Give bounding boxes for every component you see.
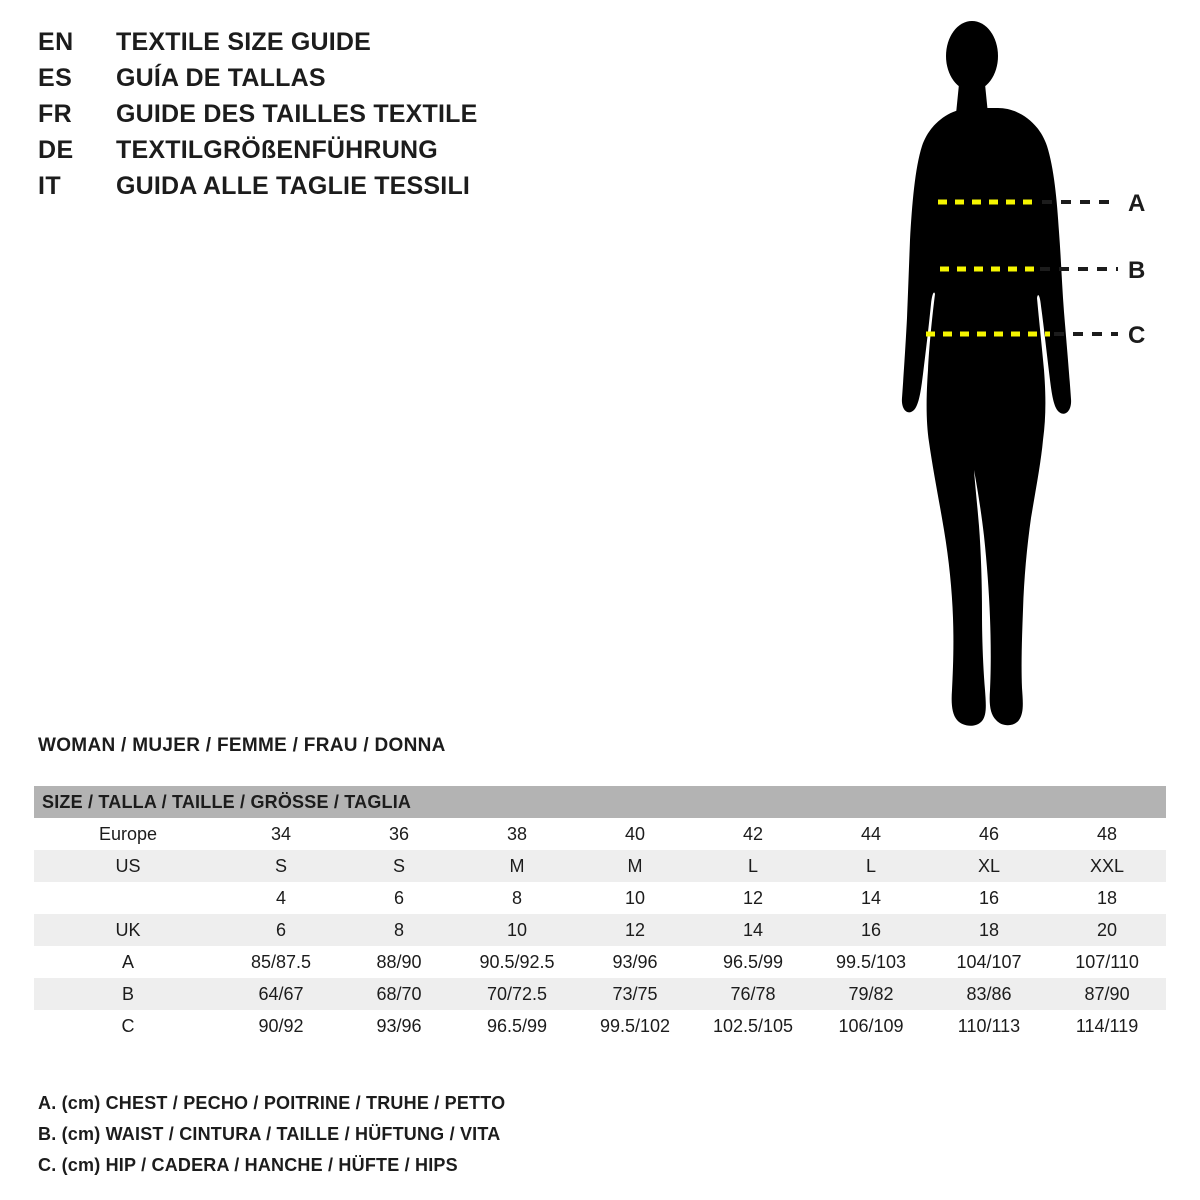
marker-label-a: A xyxy=(1128,190,1146,217)
table-cell: 4 xyxy=(275,887,286,908)
table-cell: 6 xyxy=(275,919,286,940)
table-row xyxy=(34,850,1166,882)
table-cell: 70/72.5 xyxy=(486,983,548,1004)
table-cell: 38 xyxy=(506,823,528,844)
table-cell: 34 xyxy=(270,823,292,844)
row-label: A xyxy=(121,951,134,972)
table-cell: 93/96 xyxy=(376,1015,422,1036)
title-lang-fr: FR xyxy=(38,100,73,128)
table-cell: 40 xyxy=(624,823,646,844)
title-text-es: GUÍA DE TALLAS xyxy=(116,64,326,92)
table-row xyxy=(34,978,1166,1010)
title-row-de xyxy=(38,136,658,172)
size-table xyxy=(34,786,1166,1042)
footnotes xyxy=(38,1088,938,1181)
table-cell: 68/70 xyxy=(376,983,422,1004)
table-cell: 64/67 xyxy=(258,983,304,1004)
table-cell: 18 xyxy=(1097,887,1118,908)
table-cell: 85/87.5 xyxy=(250,951,312,972)
table-cell: 8 xyxy=(511,887,522,908)
female-silhouette-icon xyxy=(902,21,1071,726)
table-cell: 107/110 xyxy=(1075,951,1139,972)
table-cell: 14 xyxy=(860,887,882,908)
size-table-wrapper xyxy=(34,786,1166,1042)
table-cell: 8 xyxy=(393,919,404,940)
title-text-en: TEXTILE SIZE GUIDE xyxy=(116,28,372,56)
table-cell: 48 xyxy=(1097,823,1118,844)
table-cell: XXL xyxy=(1090,855,1125,876)
table-cell: 12 xyxy=(624,919,646,940)
table-cell: 93/96 xyxy=(612,951,658,972)
row-label xyxy=(34,882,222,914)
title-row-en xyxy=(38,28,658,64)
footnote-waist: B. (cm) WAIST / CINTURA / TAILLE / HÜFTUNG / VITA xyxy=(38,1124,501,1144)
table-cell: 99.5/103 xyxy=(835,951,907,972)
table-cell: 88/90 xyxy=(376,951,422,972)
table-cell: 79/82 xyxy=(848,983,894,1004)
table-cell: 20 xyxy=(1097,919,1118,940)
title-row-fr xyxy=(38,100,658,136)
table-cell: 10 xyxy=(624,887,646,908)
title-row-it xyxy=(38,172,658,208)
table-cell: 42 xyxy=(742,823,764,844)
table-cell: 114/119 xyxy=(1075,1015,1139,1036)
table-header-label: SIZE / TALLA / TAILLE / GRÖSSE / TAGLIA xyxy=(42,791,412,812)
title-block xyxy=(38,28,658,208)
title-lang-es: ES xyxy=(38,64,73,92)
table-cell: 96.5/99 xyxy=(722,951,784,972)
title-text-fr: GUIDE DES TAILLES TEXTILE xyxy=(116,100,478,128)
table-cell: 104/107 xyxy=(956,951,1022,972)
table-cell: 90/92 xyxy=(258,1015,304,1036)
row-label: US xyxy=(115,855,141,876)
table-cell: 76/78 xyxy=(730,983,776,1004)
section-heading-woman: WOMAN / MUJER / FEMME / FRAU / DONNA xyxy=(38,735,446,756)
table-cell: S xyxy=(274,855,287,876)
body-measurement-figure xyxy=(860,18,1190,748)
table-row xyxy=(34,946,1166,978)
table-cell: S xyxy=(392,855,405,876)
table-cell: 18 xyxy=(978,919,1000,940)
table-cell: 6 xyxy=(393,887,404,908)
table-cell: 87/90 xyxy=(1084,983,1130,1004)
table-cell: 90.5/92.5 xyxy=(479,951,555,972)
table-cell: 12 xyxy=(742,887,764,908)
table-cell: 83/86 xyxy=(966,983,1012,1004)
row-label: UK xyxy=(115,919,141,940)
table-cell: 14 xyxy=(742,919,764,940)
table-cell: 44 xyxy=(860,823,882,844)
table-row xyxy=(34,914,1166,946)
row-label: Europe xyxy=(98,823,158,844)
table-cell: 110/113 xyxy=(957,1015,1021,1036)
title-text-it: GUIDA ALLE TAGLIE TESSILI xyxy=(116,172,471,200)
table-header-row xyxy=(34,786,1166,818)
title-lang-de: DE xyxy=(38,136,74,164)
table-cell: M xyxy=(627,855,643,876)
table-cell: 73/75 xyxy=(612,983,658,1004)
table-row xyxy=(34,882,1166,914)
row-label: B xyxy=(121,983,134,1004)
table-cell: 16 xyxy=(860,919,882,940)
table-cell: 102.5/105 xyxy=(712,1015,794,1036)
title-lang-it: IT xyxy=(38,172,62,200)
footnote-hip: C. (cm) HIP / CADERA / HANCHE / HÜFTE / HIPS xyxy=(38,1155,458,1175)
table-cell: 99.5/102 xyxy=(599,1015,671,1036)
table-cell: 10 xyxy=(506,919,528,940)
table-cell: 46 xyxy=(978,823,1000,844)
title-lang-en: EN xyxy=(38,28,74,56)
table-cell: 96.5/99 xyxy=(486,1015,548,1036)
table-cell: M xyxy=(509,855,525,876)
table-cell: 106/109 xyxy=(838,1015,904,1036)
table-cell: XL xyxy=(977,855,1001,876)
table-cell: L xyxy=(747,855,758,876)
table-cell: 16 xyxy=(978,887,1000,908)
title-row-es xyxy=(38,64,658,100)
footnote-chest: A. (cm) CHEST / PECHO / POITRINE / TRUHE / PETTO xyxy=(38,1093,506,1113)
table-cell: 36 xyxy=(388,823,410,844)
title-text-de: TEXTILGRÖßENFÜHRUNG xyxy=(116,136,438,164)
table-row xyxy=(34,1010,1166,1042)
marker-label-b: B xyxy=(1128,257,1146,284)
table-row xyxy=(34,818,1166,850)
row-label: C xyxy=(121,1015,135,1036)
marker-label-c: C xyxy=(1128,322,1146,349)
table-cell: L xyxy=(865,855,876,876)
